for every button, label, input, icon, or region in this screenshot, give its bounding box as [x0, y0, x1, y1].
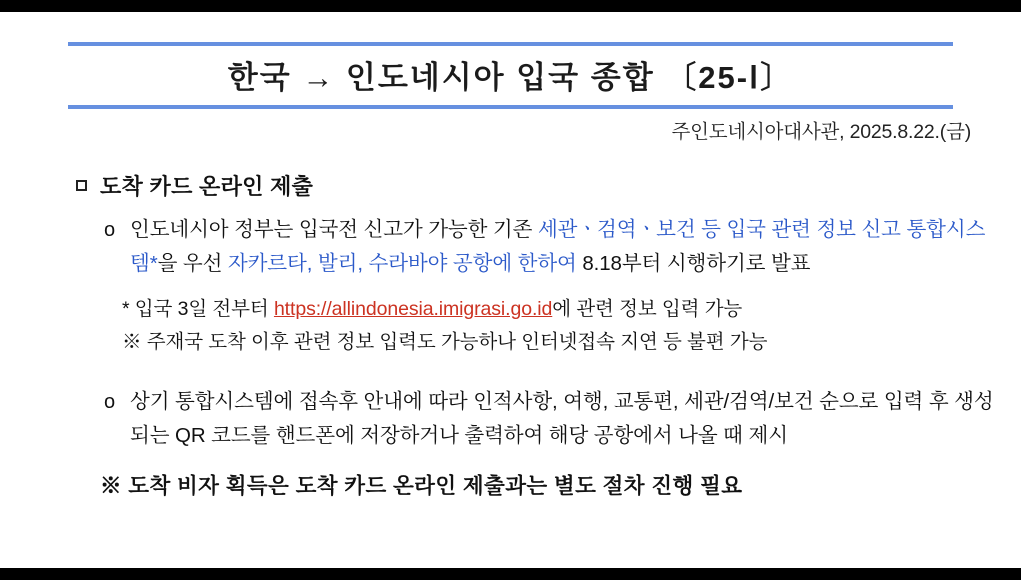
section-arrival-card: [76, 170, 996, 500]
bullet-1-seg-2: 을 우선: [157, 252, 228, 275]
list-item: [76, 385, 996, 453]
sub-line-2: [122, 326, 996, 359]
bullet-1-seg-4: 8.18부터 시행하기로 발표: [576, 252, 811, 275]
title-rule-bottom: [68, 105, 953, 109]
section-heading: [76, 170, 996, 201]
letterbox-top-bar: [0, 0, 1021, 12]
bullet-1-seg-0: 인도네시아 정부는 입국전 신고가 가능한 기존: [130, 218, 538, 241]
bullet-1-body: [130, 213, 996, 281]
list-item: [76, 213, 996, 281]
slide-content: [0, 12, 1021, 568]
circle-bullet-icon: o: [104, 219, 116, 241]
circle-bullet-icon: o: [104, 391, 116, 413]
bullet-1-seg-3: 자카르타, 발리, 수라바야 공항에 한하여: [227, 252, 577, 275]
bullet-1-seg-1: 세관ㆍ검역ㆍ보건 등 입국 관련 정보 신고 통합시스템*: [130, 218, 986, 275]
allindonesia-link[interactable]: https://allindonesia.imigrasi.go.id: [273, 298, 553, 320]
sub-line-1-prefix: * 입국 3일 전부터: [122, 298, 274, 320]
sub-line-1: [122, 293, 996, 326]
sub-line-1-suffix: 에 관련 정보 입력 가능: [552, 298, 743, 320]
section-heading-label: 도착 카드 온라인 제출: [100, 174, 314, 199]
sub-line-2-prefix: ※ 주재국 도착 이후 관련 정보 입력도 가능하나 인터넷접속 지연 등 불편 가능: [122, 331, 768, 353]
byline: 주인도네시아대사관, 2025.8.22.(금): [671, 121, 971, 143]
page-title: 한국 → 인도네시아 입국 종합 〔25‑Ⅰ〕: [227, 60, 794, 95]
bullet-1-sub-lines: [76, 293, 996, 359]
bullet-2-body: 상기 통합시스템에 접속후 안내에 따라 인적사항, 여행, 교통편, 세관/검역/보건 순으로 입력 후 생성되는 QR 코드를 핸드폰에 저장하거나 출력하여 해당 공항에서 나올 때 제시: [130, 390, 994, 447]
square-bullet-icon: [76, 180, 87, 191]
title-rule-top: [68, 42, 953, 46]
section-note: ※ 도착 비자 획득은 도착 카드 온라인 제출과는 별도 절차 진행 필요: [100, 474, 743, 498]
letterbox-bottom-bar: [0, 568, 1021, 580]
